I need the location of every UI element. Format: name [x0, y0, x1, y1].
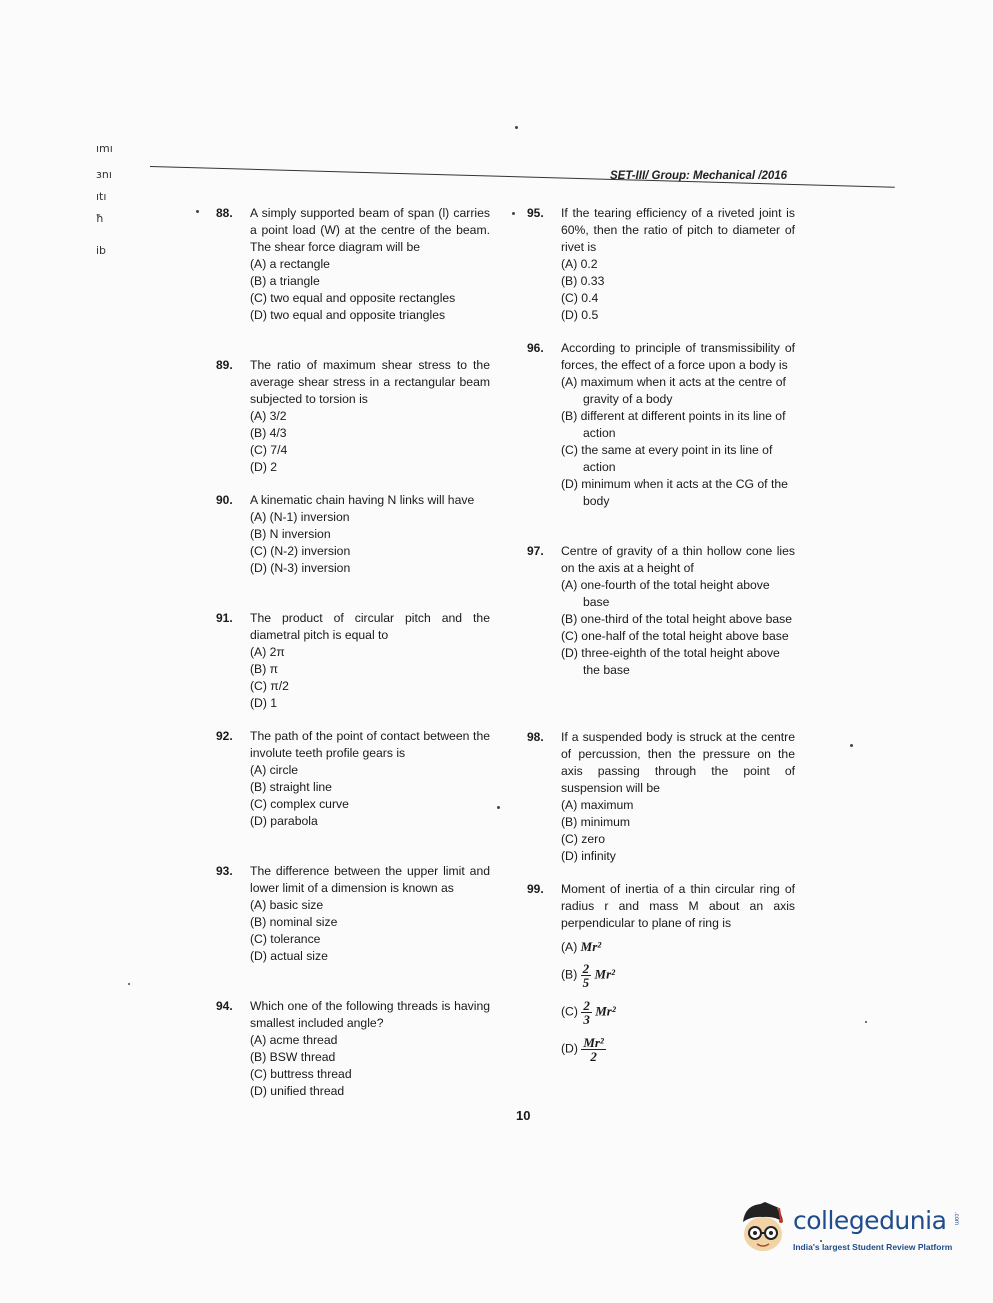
mascot-icon	[735, 1200, 789, 1256]
option: (C) (N-2) inversion	[250, 544, 351, 558]
question-93	[216, 863, 490, 998]
brand-name: collegedunia	[793, 1206, 947, 1235]
option: (D) (N-3) inversion	[250, 561, 351, 575]
fraction	[581, 962, 592, 989]
question-stem: The path of the point of contact between the involute teeth profile gears is	[250, 729, 490, 760]
question-92	[216, 728, 490, 863]
option: (A) maximum when it acts at the centre of gravity of a body	[561, 375, 786, 406]
question-number: 94.	[216, 999, 233, 1013]
question-stem: If the tearing efficiency of a riveted joint is 60%, then the ratio of pitch to diameter of rivet is	[561, 206, 795, 254]
fraction	[581, 999, 592, 1026]
question-95	[527, 205, 795, 340]
question-88	[216, 205, 490, 357]
question-number: 91.	[216, 611, 233, 625]
option: (D) unified thread	[250, 1084, 345, 1098]
question-number: 96.	[527, 341, 544, 355]
option: (B) one-third of the total height above base	[561, 612, 793, 626]
margin-fragment: ib	[96, 244, 107, 257]
option: (A) basic size	[250, 898, 324, 912]
numerator: 2	[583, 998, 590, 1013]
option: (B) nominal size	[250, 915, 338, 929]
denominator: 2	[590, 1049, 597, 1064]
scan-speck	[512, 212, 515, 215]
margin-fragment: ɜnı	[96, 168, 112, 181]
option: (A) acme thread	[250, 1033, 338, 1047]
question-91	[216, 610, 490, 728]
collegedunia-brand	[735, 1200, 965, 1260]
question-94	[216, 998, 490, 1100]
option: (D) minimum when it acts at the CG of the body	[561, 477, 788, 508]
question-89	[216, 357, 490, 492]
numerator: Mr²	[583, 1035, 604, 1050]
option: (C) the same at every point in its line of action	[561, 443, 773, 474]
question-number: 97.	[527, 544, 544, 558]
option: (A) maximum	[561, 798, 634, 812]
option: (C) tolerance	[250, 932, 321, 946]
scan-speck	[497, 806, 500, 809]
scan-speck	[850, 744, 853, 747]
brand-suffix: .com	[953, 1212, 959, 1226]
scan-speck	[196, 210, 199, 213]
question-90	[216, 492, 490, 610]
option: (B) a triangle	[250, 274, 320, 288]
option: (C) two equal and opposite rectangles	[250, 291, 456, 305]
option: (B) BSW thread	[250, 1050, 336, 1064]
brand-tagline: India's largest Student Review Platform	[793, 1242, 953, 1252]
left-column	[216, 205, 490, 1100]
page-header: SET-III/ Group: Mechanical /2016	[610, 170, 788, 182]
question-number: 93.	[216, 864, 233, 878]
question-stem: A simply supported beam of span (l) carries a point load (W) at the centre of the beam. The shear force diagram will be	[250, 206, 490, 254]
question-number: 92.	[216, 729, 233, 743]
option: (C) complex curve	[250, 797, 349, 811]
question-98	[527, 729, 795, 881]
option: (D) actual size	[250, 949, 328, 963]
option: (A) one-fourth of the total height above base	[561, 578, 770, 609]
question-stem: The ratio of maximum shear stress to the average shear stress in a rectangular beam subjected to torsion is	[250, 358, 490, 406]
option: (A) 3/2	[250, 409, 287, 423]
question-stem: Centre of gravity of a thin hollow cone lies on the axis at a height of	[561, 544, 795, 575]
option: (C) 7/4	[250, 443, 288, 457]
option-label: (D)	[561, 1041, 578, 1056]
option-c	[561, 999, 795, 1026]
denominator: 3	[583, 1012, 590, 1027]
option: (C) one-half of the total height above base	[561, 629, 789, 643]
question-stem: According to principle of transmissibility of forces, the effect of a force upon a body is	[561, 341, 795, 372]
option: (C) zero	[561, 832, 606, 846]
question-number: 88.	[216, 206, 233, 220]
option: (A) a rectangle	[250, 257, 330, 271]
question-number: 90.	[216, 493, 233, 507]
question-number: 89.	[216, 358, 233, 372]
option: (A) 0.2	[561, 257, 598, 271]
option: (C) buttress thread	[250, 1067, 352, 1081]
option: (A) circle	[250, 763, 299, 777]
question-stem: Which one of the following threads is having smallest included angle?	[250, 999, 490, 1030]
option: (D) three-eighth of the total height above the base	[561, 646, 780, 677]
option: (D) 1	[250, 696, 278, 710]
question-99	[527, 881, 795, 1064]
numerator: 2	[582, 961, 590, 976]
margin-fragment: ımı	[96, 142, 113, 155]
option: (D) parabola	[250, 814, 318, 828]
option: (B) different at different points in its line of action	[561, 409, 786, 440]
option-label: (C)	[561, 1004, 578, 1019]
option-label: (A)	[561, 940, 578, 954]
option-expression: Mr²	[595, 1003, 616, 1019]
question-97	[527, 543, 795, 729]
option-b	[561, 962, 795, 989]
option: (D) two equal and opposite triangles	[250, 308, 446, 322]
question-stem: The product of circular pitch and the diametral pitch is equal to	[250, 611, 490, 642]
option: (D) 0.5	[561, 308, 599, 322]
question-stem: Moment of inertia of a thin circular ring of radius r and mass M about an axis perpendicular to plane of ring is	[561, 882, 795, 930]
question-stem: The difference between the upper limit and lower limit of a dimension is known as	[250, 864, 490, 895]
option-expression: Mr²	[580, 939, 602, 954]
option: (C) π/2	[250, 679, 289, 693]
option: (A) 2π	[250, 645, 285, 659]
denominator: 5	[582, 975, 590, 990]
question-96	[527, 340, 795, 543]
option-a	[561, 938, 795, 956]
question-number: 98.	[527, 730, 544, 744]
question-number: 99.	[527, 882, 544, 896]
option-expression: Mr²	[594, 966, 616, 982]
option-d	[561, 1036, 795, 1063]
scan-speck	[128, 983, 130, 985]
option: (B) 4/3	[250, 426, 287, 440]
scan-speck	[865, 1021, 867, 1023]
option: (B) minimum	[561, 815, 631, 829]
option: (B) 0.33	[561, 274, 605, 288]
question-stem: A kinematic chain having N links will have	[250, 493, 475, 507]
option: (A) (N-1) inversion	[250, 510, 350, 524]
fraction	[581, 1036, 606, 1063]
page-number: 10	[516, 1108, 531, 1123]
option: (D) 2	[250, 460, 278, 474]
option: (D) infinity	[561, 849, 616, 863]
question-number: 95.	[527, 206, 544, 220]
option: (B) straight line	[250, 780, 332, 794]
margin-fragment: ħ	[96, 212, 104, 225]
option: (C) 0.4	[561, 291, 599, 305]
right-column	[527, 205, 795, 1064]
option: (B) N inversion	[250, 527, 331, 541]
option: (B) π	[250, 662, 279, 676]
option-label: (B)	[561, 967, 578, 982]
question-stem: If a suspended body is struck at the centre of percussion, then the pressure on the axis passing through the point of suspension will be	[561, 730, 795, 795]
scan-speck	[515, 126, 518, 129]
margin-fragment: ıtı	[96, 190, 107, 203]
